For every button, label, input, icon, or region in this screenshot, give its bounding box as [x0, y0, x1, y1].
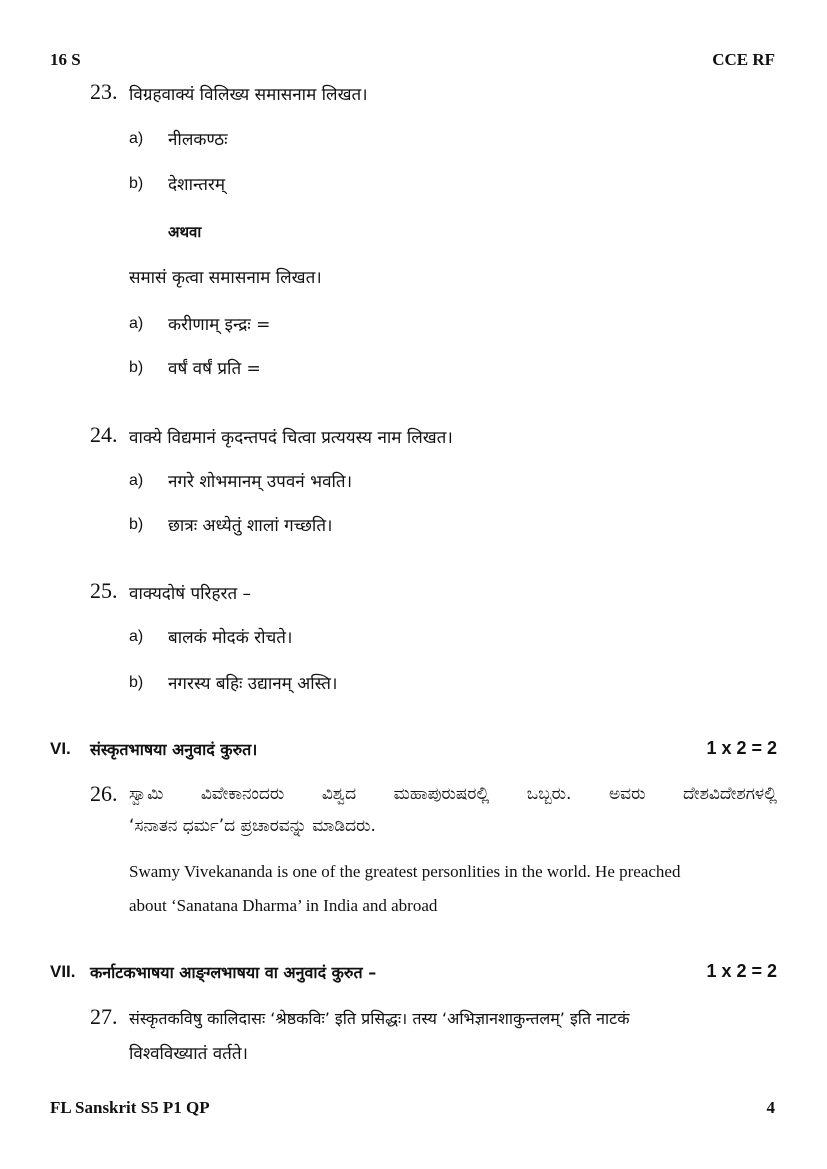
q25-number: 25. — [90, 578, 118, 603]
q23-b-label: b) — [129, 175, 144, 192]
section-7-marks: 1 x 2 = 2 — [706, 961, 777, 981]
q23-alt-text: समासं कृत्वा समासनाम लिखत। — [129, 268, 322, 288]
q26-english-line-1: Swamy Vivekananda is one of the greatest personlities in the world. He preached — [129, 862, 681, 881]
section-6-number: VI. — [50, 739, 71, 758]
q25-a-label: a) — [129, 628, 144, 645]
q23-a-text: नीलकण्ठः — [168, 130, 228, 150]
q27-line-1: संस्कृतकविषु कालिदासः ‘श्रेष्ठकविः’ इति प्रसिद्धः। तस्य ‘अभिज्ञानशाकुन्तलम्’ इति नाटकं — [129, 1009, 630, 1028]
q23-d-label: b) — [129, 359, 144, 376]
q24-number: 24. — [90, 422, 118, 447]
section-6-title: संस्कृतभाषया अनुवादं कुरुत। — [90, 740, 258, 759]
section-7-title: कर्नाटकभाषया आङ्ग्लभाषया वा अनुवादं कुरुत – — [90, 963, 377, 982]
header-left: 16 S — [50, 50, 81, 69]
footer-page-number: 4 — [766, 1098, 775, 1117]
q24-b-text: छात्रः अध्येतुं शालां गच्छति। — [168, 516, 333, 536]
q23-number: 23. — [90, 79, 118, 104]
q24-b-label: b) — [129, 516, 144, 533]
section-6-marks: 1 x 2 = 2 — [706, 738, 777, 758]
q25-b-label: b) — [129, 674, 144, 691]
q27-number: 27. — [90, 1004, 118, 1029]
q27-line-2: विश्वविख्यातं वर्तते। — [129, 1044, 248, 1064]
q23-text: विग्रहवाक्यं विलिख्य समासनाम लिखत। — [129, 85, 368, 105]
q25-text: वाक्यदोषं परिहरत – — [129, 584, 252, 604]
q23-b-text: देशान्तरम् — [168, 175, 226, 195]
q25-b-text: नगरस्य बहिः उद्यानम् अस्ति। — [168, 674, 338, 694]
q26-english-line-2: about ‘Sanatana Dharma’ in India and abroad — [129, 896, 438, 915]
q24-a-text: नगरे शोभमानम् उपवनं भवति। — [168, 472, 353, 492]
footer-left: FL Sanskrit S5 P1 QP — [50, 1098, 210, 1117]
q24-text: वाक्ये विद्यमानं कृदन्तपदं चित्वा प्रत्ययस्य नाम लिखत। — [129, 428, 453, 448]
q23-c-label: a) — [129, 315, 144, 332]
header-right: CCE RF — [712, 50, 775, 69]
q24-a-label: a) — [129, 472, 144, 489]
section-7-number: VII. — [50, 962, 76, 981]
q26-kannada-line-1: ಸ್ವಾಮಿ ವಿವೇಕಾನಂದರು ವಿಶ್ವದ ಮಹಾಪುರುಷರಲ್ಲಿ ಒಬ್ಬರು. ಅವರು ದೇಶವಿದೇಶಗಳಲ್ಲಿ — [129, 784, 777, 804]
q23-c-text: करीणाम् इन्द्रः = — [168, 315, 271, 335]
q23-a-label: a) — [129, 130, 144, 147]
q26-kannada-line-2: ‘ಸನಾತನ ಧರ್ಮ’ದ ಪ್ರಚಾರವನ್ನು ಮಾಡಿದರು. — [129, 816, 376, 836]
q23-d-text: वर्षं वर्षं प्रति = — [168, 359, 261, 379]
q25-a-text: बालकं मोदकं रोचते। — [168, 628, 293, 648]
q26-number: 26. — [90, 781, 118, 806]
q23-or: अथवा — [168, 223, 202, 241]
